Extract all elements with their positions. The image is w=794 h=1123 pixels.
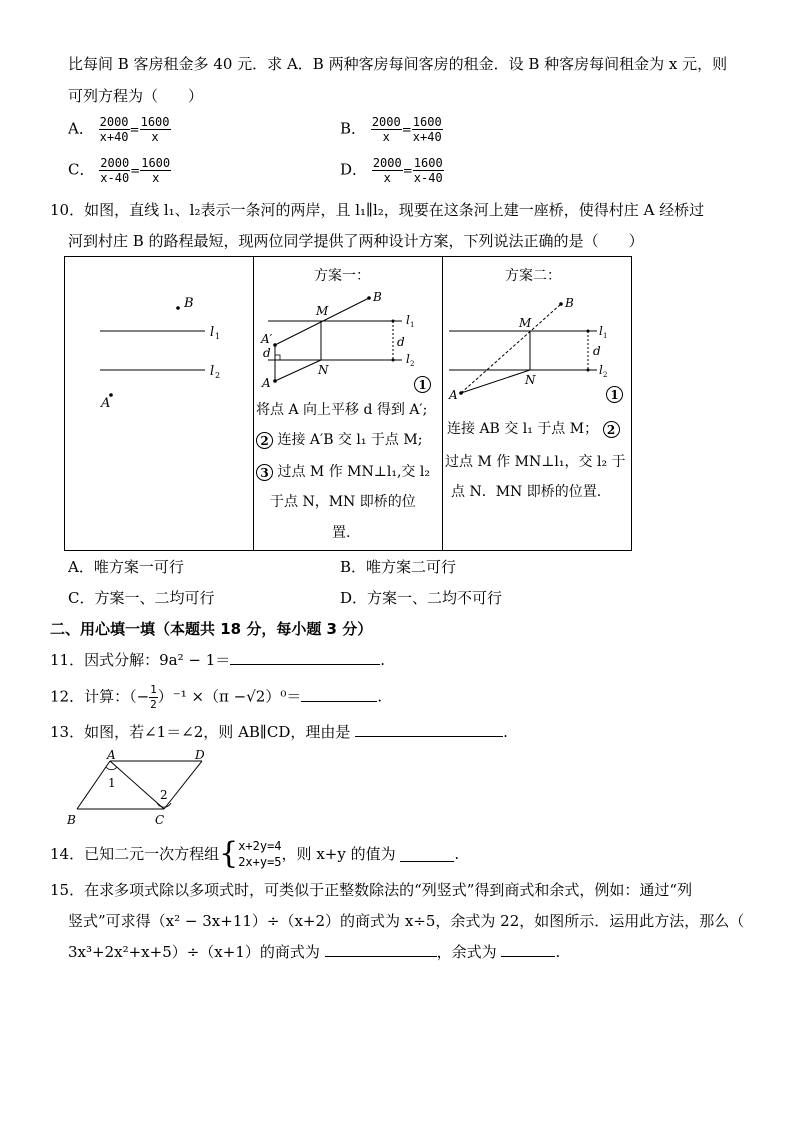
q9-line1: 比每间 B 客房租金多 40 元．求 A．B 两种客房每间客房的租金．设 B 种客房每间租金为 x 元，则 (68, 55, 728, 73)
svg-text:N: N (525, 373, 536, 387)
option-label: B． (340, 119, 367, 138)
plan2-step2b: 点 N．MN 即桥的位置. (451, 484, 602, 500)
svg-text:d: d (593, 344, 601, 358)
option-label: D． (340, 160, 368, 179)
plan1-step3: 过点 M 作 MN⊥l₁,交 l₂ (277, 464, 430, 480)
fraction: $\frac{2000}{x}$ (372, 156, 402, 185)
fraction: $\frac{2000}{x+40}$ (99, 115, 129, 144)
step-number: 3 (256, 464, 273, 481)
svg-text:l: l (599, 363, 603, 377)
label-l1: l (210, 325, 215, 340)
q9-line2: 可列方程为（ ） (68, 87, 204, 105)
svg-text:N: N (318, 363, 329, 377)
fraction: $\frac{1600}{x-40}$ (413, 156, 443, 185)
label-l2-sub: 2 (215, 371, 221, 380)
svg-text:d: d (397, 335, 405, 349)
plan1-step3b: 于点 N，MN 即桥的位 (270, 494, 416, 510)
q13-figure (62, 750, 222, 830)
svg-text:l: l (406, 352, 410, 366)
q10-line2: 河到村庄 B 的路程最短，现两位同学提供了两种设计方案，下列说法正确的是（ ） (68, 232, 644, 250)
q10-option-b[interactable]: B．唯方案二可行 (340, 558, 457, 576)
q9-option-b[interactable]: B． $\frac{2000}{x}$ = $\frac{1600}{x+40}$ (340, 115, 442, 144)
step-number: 1 (414, 376, 431, 393)
fraction: $\frac{2000}{x-40}$ (100, 156, 130, 185)
svg-text:D: D (195, 750, 205, 762)
q15-line2: 竖式”可求得（x² − 3x+11）÷（x+2）的商式为 x÷5，余式为 22，如图所示．运用此方法，那么（ (68, 912, 745, 930)
plan1-step3c: 置. (332, 525, 351, 541)
plan2-step1: 连接 AB 交 l₁ 于点 M； (447, 421, 599, 437)
svg-text:M: M (316, 304, 329, 318)
q9-option-c[interactable]: C． $\frac{2000}{x-40}$ = $\frac{1600}{x}$ (68, 156, 171, 185)
svg-text:A: A (449, 388, 458, 402)
step-number: 1 (606, 386, 623, 403)
fraction: $\frac{1600}{x}$ (141, 156, 171, 185)
plan2-step2: 过点 M 作 MN⊥l₁，交 l₂ 于 (445, 454, 626, 470)
svg-text:2: 2 (410, 360, 415, 368)
q12: 12．计算：（− $\frac{1}{2}$ ）⁻¹ ×（π −√2）⁰＝ . (50, 683, 383, 711)
fraction: $\frac{1}{2}$ (150, 683, 157, 711)
q14: 14．已知二元一次方程组{ x+2y=4 2x+y=5 ，则 x+y 的值为 . (50, 836, 460, 871)
equation-system: x+2y=4 2x+y=5 (238, 839, 282, 869)
answer-blank[interactable] (301, 687, 377, 702)
option-label: A． (68, 119, 94, 138)
plan1-step2: 连接 A′B 交 l₁ 于点 M; (277, 432, 423, 448)
answer-blank[interactable] (325, 942, 437, 957)
svg-text:d: d (263, 346, 271, 360)
fraction: $\frac{2000}{x}$ (371, 115, 401, 144)
fraction: $\frac{1600}{x+40}$ (412, 115, 442, 144)
plan2-title: 方案二： (505, 268, 561, 284)
river-figure (65, 257, 253, 550)
q13: 13．如图，若∠1＝∠2，则 AB∥CD，理由是 . (50, 723, 508, 741)
answer-blank[interactable] (355, 722, 503, 737)
svg-text:B: B (373, 290, 382, 304)
plan1-step1: 将点 A 向上平移 d 得到 A′; (256, 402, 428, 418)
q15-line3: 3x³+2x²+x+5）÷（x+1）的商式为 ，余式为 . (68, 943, 561, 961)
svg-text:2: 2 (160, 788, 168, 802)
q15-line1: 15．在求多项式除以多项式时，可类似于正整数除法的“列竖式”得到商式和余式，例如：通过“列 (50, 881, 693, 899)
svg-text:1: 1 (410, 321, 415, 329)
svg-text:l: l (599, 324, 603, 338)
q10-option-d[interactable]: D．方案一、二均不可行 (340, 589, 503, 607)
step-number: 2 (256, 432, 273, 449)
label-A: A (101, 396, 111, 411)
section-title: 二、用心填一填（本题共 18 分，每小题 3 分） (50, 620, 373, 638)
svg-text:M: M (519, 316, 532, 330)
q9-option-a[interactable]: A． $\frac{2000}{x+40}$ = $\frac{1600}{x}$ (68, 115, 170, 144)
svg-text:A′: A′ (261, 332, 273, 346)
svg-text:2: 2 (603, 371, 608, 379)
plan2-cell (442, 257, 631, 550)
label-l1-sub: 1 (215, 332, 221, 341)
plan1-title: 方案一： (314, 268, 370, 284)
svg-text:B: B (565, 296, 574, 310)
plan2-figure (443, 257, 633, 417)
answer-blank[interactable] (400, 847, 454, 862)
q10-option-c[interactable]: C．方案一、二均可行 (68, 589, 215, 607)
answer-blank[interactable] (501, 942, 555, 957)
q11: 11．因式分解：9a² − 1＝ . (50, 651, 386, 669)
label-l2: l (210, 364, 215, 379)
q9-option-d[interactable]: D． $\frac{2000}{x}$ = $\frac{1600}{x-40}$ (340, 156, 443, 185)
svg-text:A: A (262, 376, 271, 390)
q10-table (64, 256, 632, 551)
q10-option-a[interactable]: A．唯方案一可行 (68, 558, 184, 576)
q10-line1: 10．如图，直线 l₁、l₂表示一条河的两岸，且 l₁∥l₂，现要在这条河上建一座桥，使得村庄 A 经桥过 (50, 201, 705, 219)
svg-text:1: 1 (603, 332, 608, 340)
svg-text:B: B (67, 813, 76, 827)
svg-text:l: l (406, 313, 410, 327)
label-B: B (184, 296, 194, 311)
option-label: C． (68, 160, 95, 179)
svg-text:C: C (155, 813, 165, 827)
answer-blank[interactable] (230, 650, 380, 665)
svg-text:1: 1 (108, 776, 116, 790)
step-number: 2 (603, 421, 620, 438)
plan1-cell (253, 257, 442, 550)
svg-text:A: A (107, 750, 116, 762)
fraction: $\frac{1600}{x}$ (140, 115, 170, 144)
